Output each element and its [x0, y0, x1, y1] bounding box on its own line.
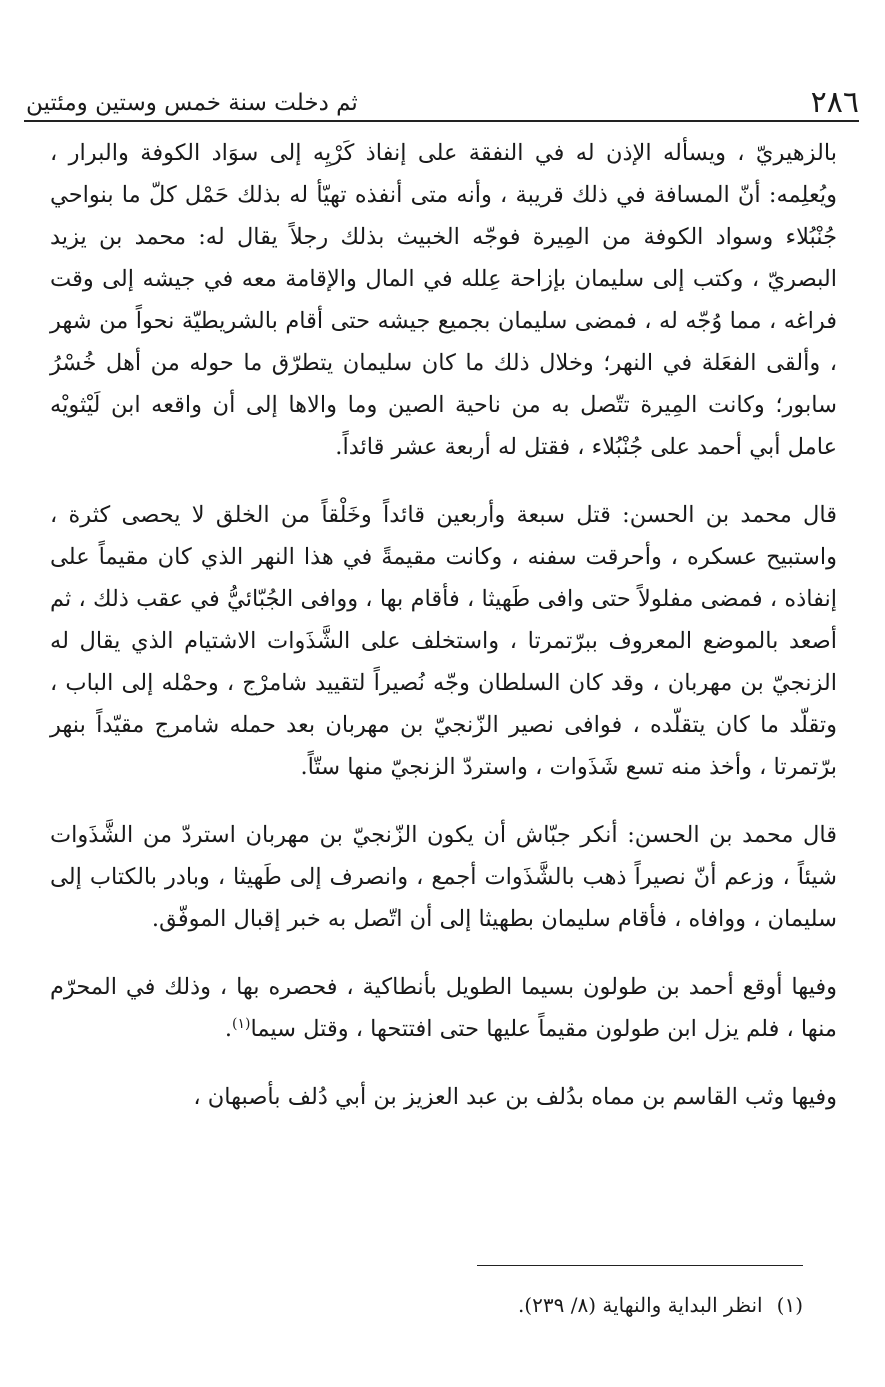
paragraph: وفيها وثب القاسم بن مماه بدُلف بن عبد العزيز بن أبي دُلف بأصبهان ، — [193, 1084, 837, 1110]
footnote-number: (١) — [776, 1293, 803, 1317]
footnote-reference: (١) — [232, 1016, 251, 1032]
paragraph: بالزهيريّ ، ويسأله الإذن له في النفقة على إنفاذ كَرْيِه إلى سوَاد الكوفة والبرار ، ويُعلِمه: أنّ المسافة في ذلك قريبة ، وأنه متى أنفذه تهيّأ له بذلك حَمْل كلّ ما بنواحي جُنْبُلاء وسواد الكوفة من المِيرة فوجّه الخبيث بذلك رجلاً يقال له: محمد بن يزيد البصريّ ، وكتب إلى سليمان بإزاحة عِلله في المال والإقامة معه في جيشه إلى وقت فراغه ، مما وُجّه له ، فمضى سليمان بجميع جيشه حتى أقام بالشريطيّة نحواً من شهر ، وألقى الفعَلة في النهر؛ وخلال ذلك ما كان سليمان يتطرّق ما حوله من أهل خُسْرُ سابور؛ وكانت المِيرة تتّصل به من ناحية الصين وما والاها إلى أن واقعه ابن لَيْثويْه عامل أبي أحمد على جُنْبُلاء ، فقتل له أربعة عشر قائداً. — [50, 140, 837, 460]
main-text — [50, 132, 837, 1118]
paragraph-end-mark: . — [224, 1016, 232, 1042]
header-divider — [24, 120, 859, 122]
footnote-text: انظر البداية والنهاية (٨/ ٢٣٩). — [517, 1293, 763, 1317]
footnote-divider — [477, 1265, 803, 1266]
paragraph: قال محمد بن الحسن: أنكر جبّاش أن يكون الزّنجيّ بن مهربان استردّ من الشَّذَوات شيئاً ، وزعم أنّ نصيراً ذهب بالشَّذَوات أجمع ، وانصرف إلى طَهيثا ، وبادر بالكتاب إلى سليمان ، ووافاه ، فأقام سليمان بطهيثا إلى أن اتّصل به خبر إقبال الموفّق. — [50, 822, 837, 932]
paragraph — [50, 966, 837, 1050]
page-header — [26, 78, 859, 118]
paragraph-text: وفيها أوقع أحمد بن طولون بسيما الطويل بأنطاكية ، فحصره بها ، وذلك في المحرّم منها ، فلم يزل ابن طولون مقيماً عليها حتى افتتحها ، وقتل سيما — [50, 974, 837, 1042]
page-number: ٢٨٦ — [810, 85, 859, 120]
footnote — [203, 1290, 803, 1320]
paragraph: قال محمد بن الحسن: قتل سبعة وأربعين قائداً وخَلْقاً من الخلق لا يحصى كثرة ، واستبيح عسكره ، وأحرقت سفنه ، وكانت مقيمةً في هذا النهر الذي كان مقيماً على إنفاذه ، فمضى مفلولاً حتى وافى طَهيثا ، فأقام بها ، ووافى الجُبّائيُّ في عقب ذلك ، ثم أصعد بالموضع المعروف ببرّتمرتا ، واستخلف على الشَّذَوات الاشتيام الذي يقال له الزنجيّ بن مهربان ، وقد كان السلطان وجّه نُصيراً لتقييد شامرْج ، وحمْله إلى الباب ، وتقلّد ما كان يتقلّده ، فوافى نصير الزّنجيّ بن مهربان بعد حمله شامرج مقيّداً بنهر برّتمرتا ، وأخذ منه تسع شَذَوات ، واستردّ الزنجيّ منها ستّاً. — [50, 502, 837, 780]
running-title: ثم دخلت سنة خمس وستين ومئتين — [26, 90, 358, 116]
